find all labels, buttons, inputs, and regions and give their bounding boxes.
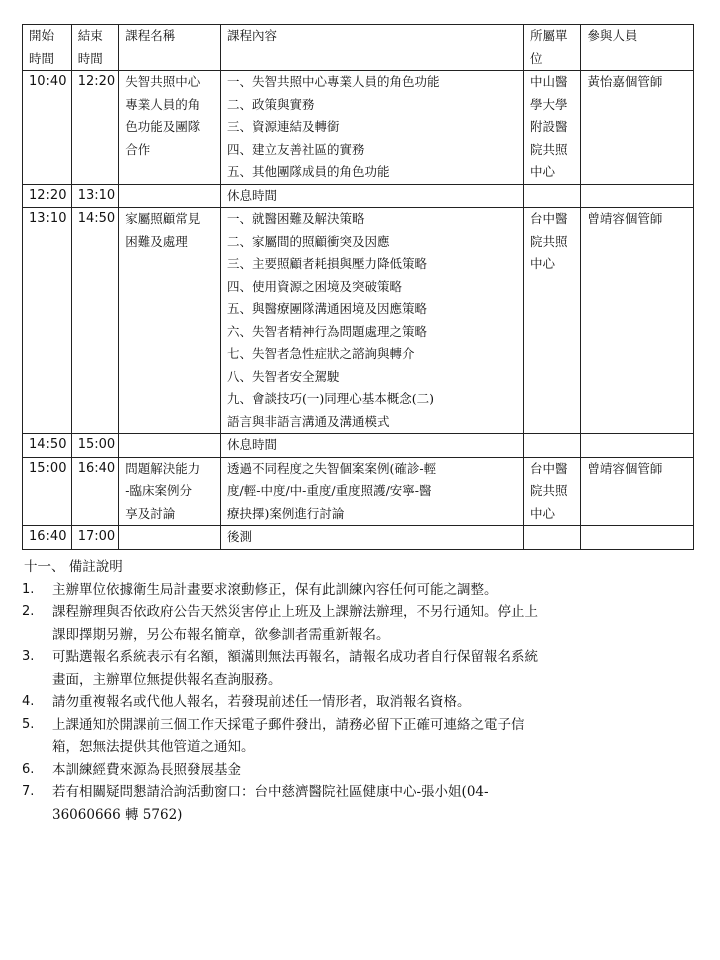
header-staff: 參與人員 bbox=[581, 25, 694, 71]
note-text: 課程辦理與否依政府公告天然災害停止上班及上課辦法辦理，不另行通知。停止上 bbox=[52, 604, 538, 620]
note-item bbox=[22, 714, 694, 759]
note-text: 36060666 轉 5762) bbox=[52, 806, 183, 823]
note-item bbox=[22, 691, 694, 714]
note-number: 6. bbox=[22, 761, 35, 777]
content-line: 三、資源連結及轉銜 bbox=[227, 119, 340, 134]
note-number: 7. bbox=[22, 784, 35, 799]
content-line: 療抉擇)案例進行討論 bbox=[227, 505, 345, 521]
header-course-name: 課程名稱 bbox=[119, 25, 221, 71]
note-number: 5. bbox=[22, 716, 35, 732]
break-label: 休息時間 bbox=[221, 184, 524, 208]
table-row bbox=[23, 71, 694, 185]
table-row bbox=[23, 208, 694, 434]
end-time: 14:50 bbox=[71, 208, 119, 434]
break-label: 後測 bbox=[221, 526, 524, 550]
staff: 曾靖容個管師 bbox=[581, 457, 694, 526]
course-content bbox=[221, 71, 524, 185]
content-line: 九、會談技巧(一)同理心基本概念(二) bbox=[227, 391, 435, 406]
content-line: 度/輕-中度/中-重度/重度照護/安寧-醫 bbox=[227, 483, 432, 498]
content-line: 六、失智者精神行為問題處理之策略 bbox=[227, 323, 428, 339]
note-text: 若有相關疑問懇請洽詢活動窗口：台中慈濟醫院社區健康中心-張小姐(04- bbox=[52, 784, 489, 800]
empty-cell bbox=[119, 434, 221, 458]
content-line: 二、政策與實務 bbox=[227, 96, 315, 112]
content-line: 透過不同程度之失智個案案例(確診-輕 bbox=[227, 460, 437, 476]
note-number: 3. bbox=[22, 649, 35, 664]
table-row bbox=[23, 457, 694, 526]
start-time: 12:20 bbox=[23, 184, 72, 208]
end-time: 15:00 bbox=[71, 434, 119, 458]
note-number: 4. bbox=[22, 694, 35, 709]
note-number: 2. bbox=[22, 604, 35, 619]
content-line: 一、就醫困難及解決策略 bbox=[227, 211, 365, 226]
note-item bbox=[22, 759, 694, 782]
start-time: 13:10 bbox=[23, 208, 72, 434]
course-content bbox=[221, 208, 524, 434]
empty-cell bbox=[119, 184, 221, 208]
end-time: 16:40 bbox=[71, 457, 119, 526]
content-line: 四、建立友善社區的實務 bbox=[227, 141, 365, 157]
note-item bbox=[22, 579, 694, 602]
start-time: 10:40 bbox=[23, 71, 72, 185]
empty-cell bbox=[524, 184, 581, 208]
header-end-time: 結束 時間 bbox=[71, 25, 119, 71]
content-line: 一、失智共照中心專業人員的角色功能 bbox=[227, 74, 440, 89]
content-line: 七、失智者急性症狀之諮詢與轉介 bbox=[227, 346, 415, 361]
note-item bbox=[22, 646, 694, 691]
course-name: 問題解決能力 -臨床案例分 享及討論 bbox=[119, 457, 221, 526]
note-text: 箱，恕無法提供其他管道之通知。 bbox=[52, 739, 255, 755]
note-item bbox=[22, 781, 694, 826]
table-header-row bbox=[23, 25, 694, 71]
header-course-content: 課程內容 bbox=[221, 25, 524, 71]
start-time: 16:40 bbox=[23, 526, 72, 550]
note-text: 請勿重複報名或代他人報名，若發現前述任一情形者，取消報名資格。 bbox=[52, 694, 471, 710]
note-text: 畫面，主辦單位無提供報名查詢服務。 bbox=[52, 671, 282, 688]
note-text: 主辦單位依據衛生局計畫要求滾動修正，保有此訓練內容任何可能之調整。 bbox=[52, 581, 498, 598]
end-time: 12:20 bbox=[71, 71, 119, 185]
course-name: 失智共照中心 專業人員的角 色功能及團隊 合作 bbox=[119, 71, 221, 185]
unit: 中山醫 學大學 附設醫 院共照 中心 bbox=[524, 71, 581, 185]
notes-list bbox=[22, 579, 694, 827]
note-item bbox=[22, 601, 694, 646]
empty-cell bbox=[524, 526, 581, 550]
end-time: 17:00 bbox=[71, 526, 119, 550]
start-time: 15:00 bbox=[23, 457, 72, 526]
header-start-time: 開始 時間 bbox=[23, 25, 72, 71]
content-line: 八、失智者安全駕駛 bbox=[227, 368, 340, 384]
notes-section bbox=[22, 556, 694, 826]
empty-cell bbox=[581, 184, 694, 208]
start-time: 14:50 bbox=[23, 434, 72, 458]
table-row-break bbox=[23, 526, 694, 550]
content-line: 四、使用資源之困境及突破策略 bbox=[227, 278, 403, 294]
staff: 曾靖容個管師 bbox=[581, 208, 694, 434]
note-text: 上課通知於開課前三個工作天採電子郵件發出，請務必留下正確可連絡之電子信 bbox=[52, 716, 525, 733]
break-label: 休息時間 bbox=[221, 434, 524, 458]
note-text: 可點選報名系統表示有名額，額滿則無法再報名，請報名成功者自行保留報名系統 bbox=[52, 649, 538, 665]
end-time: 13:10 bbox=[71, 184, 119, 208]
table-row-break bbox=[23, 434, 694, 458]
content-line: 五、與醫療團隊溝通困境及因應策略 bbox=[227, 301, 428, 316]
note-text: 本訓練經費來源為長照發展基金 bbox=[52, 761, 241, 778]
header-unit: 所屬單 位 bbox=[524, 25, 581, 71]
note-number: 1. bbox=[22, 581, 35, 597]
course-content bbox=[221, 457, 524, 526]
empty-cell bbox=[524, 434, 581, 458]
content-line: 二、家屬間的照顧衝突及因應 bbox=[227, 233, 390, 249]
empty-cell bbox=[581, 526, 694, 550]
content-line: 語言與非語言溝通及溝通模式 bbox=[227, 413, 390, 429]
content-line: 五、其他團隊成員的角色功能 bbox=[227, 164, 390, 179]
empty-cell bbox=[119, 526, 221, 550]
empty-cell bbox=[581, 434, 694, 458]
notes-title: 十一、 備註說明 bbox=[24, 559, 123, 575]
staff: 黃怡嘉個管師 bbox=[581, 71, 694, 185]
course-name: 家屬照顧常見 困難及處理 bbox=[119, 208, 221, 434]
note-text: 課即擇期另辦，另公布報名簡章，欲參訓者需重新報名。 bbox=[52, 626, 390, 643]
unit: 台中醫 院共照 中心 bbox=[524, 457, 581, 526]
schedule-table bbox=[22, 24, 694, 550]
table-row-break bbox=[23, 184, 694, 208]
content-line: 三、主要照顧者耗損與壓力降低策略 bbox=[227, 256, 428, 271]
unit: 台中醫 院共照 中心 bbox=[524, 208, 581, 434]
